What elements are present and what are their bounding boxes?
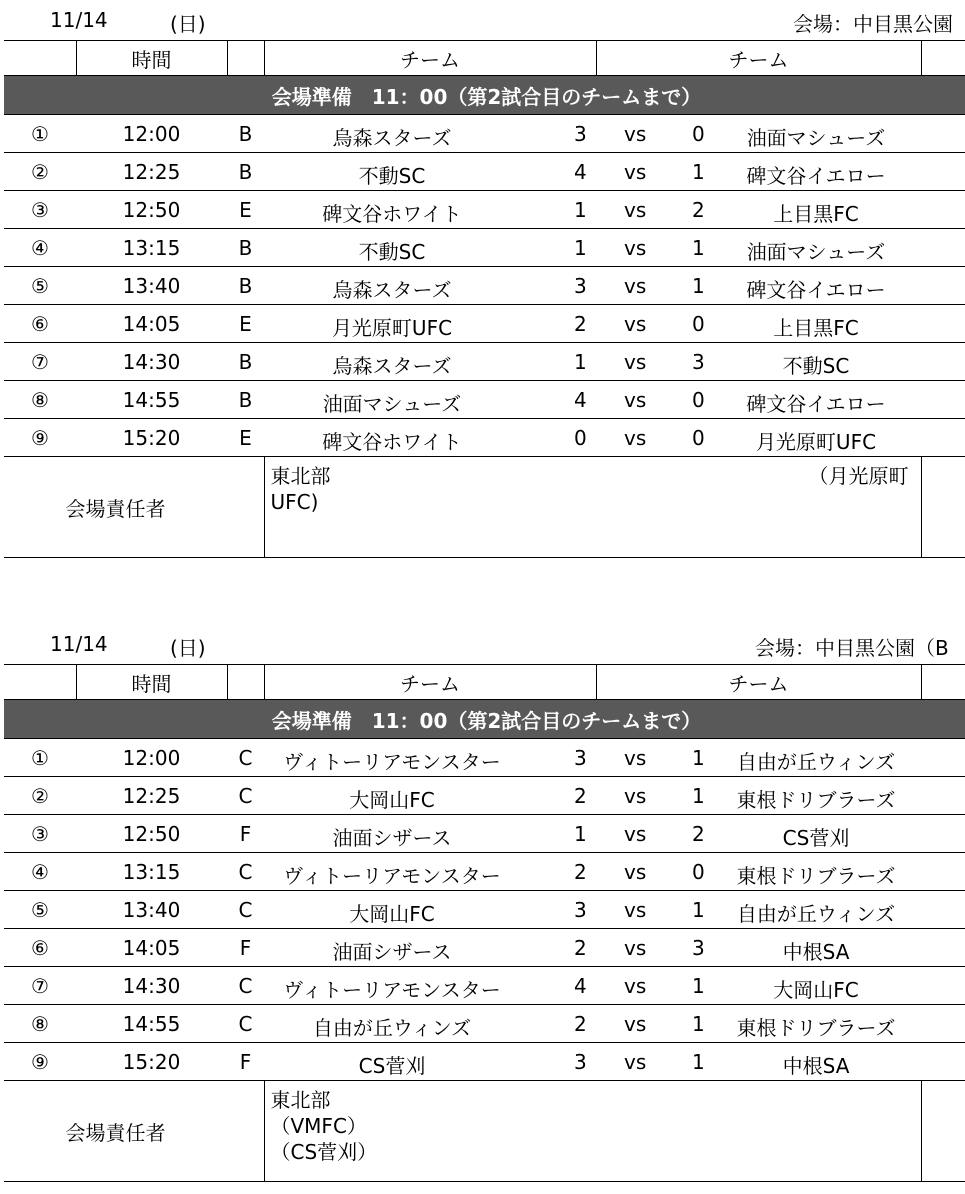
vs-label: vs [624, 122, 647, 146]
day-of-week: (日) [170, 12, 206, 36]
home-team: 油面シザース [332, 826, 452, 850]
home-team: 油面マシューズ [322, 392, 462, 416]
match-group: C [227, 739, 264, 777]
home-score: 1 [574, 236, 587, 260]
match-group: B [227, 267, 264, 305]
match-group: C [227, 1005, 264, 1043]
vs-label: vs [624, 974, 647, 998]
match-time: 12:25 [76, 777, 227, 815]
away-team: 大岡山FC [773, 978, 859, 1002]
match-time: 13:15 [76, 229, 227, 267]
home-score: 1 [574, 822, 587, 846]
vs-label: vs [624, 822, 647, 846]
match-row [4, 1043, 965, 1081]
away-score: 0 [692, 426, 705, 450]
away-team: CS菅刈 [782, 826, 850, 850]
prep-row [4, 76, 965, 115]
vs-label: vs [624, 784, 647, 808]
away-score: 1 [692, 898, 705, 922]
vs-label: vs [624, 1012, 647, 1036]
vs-label: vs [624, 860, 647, 884]
home-score: 0 [574, 426, 587, 450]
away-team: 上目黒FC [773, 202, 859, 226]
vs-label: vs [624, 898, 647, 922]
responsible-label: 会場責任者 [4, 457, 227, 558]
away-team: 碑文谷イエロー [746, 164, 886, 188]
responsible-line: UFC) [270, 490, 319, 514]
match-time: 15:20 [76, 419, 227, 457]
away-team: 上目黒FC [773, 316, 859, 340]
away-team: 月光原町UFC [755, 430, 877, 454]
away-score: 2 [692, 198, 705, 222]
away-score: 1 [692, 160, 705, 184]
away-team: 東根ドリブラーズ [736, 864, 896, 888]
match-group: C [227, 853, 264, 891]
home-score: 2 [574, 312, 587, 336]
match-time: 12:25 [76, 153, 227, 191]
match-number: ⑤ [4, 267, 76, 305]
away-score: 1 [692, 974, 705, 998]
match-group: B [227, 381, 264, 419]
header-team-2: チーム [596, 41, 921, 76]
match-time: 13:40 [76, 891, 227, 929]
home-team: 烏森スターズ [332, 126, 452, 150]
match-number: ⑦ [4, 343, 76, 381]
away-score: 2 [692, 822, 705, 846]
match-number: ④ [4, 229, 76, 267]
match-number: ① [4, 739, 76, 777]
home-team: ヴィトーリアモンスター [283, 864, 501, 888]
match-row [4, 853, 965, 891]
home-team: 月光原町UFC [331, 316, 453, 340]
match-date: 11/14 [50, 8, 108, 32]
match-group: E [227, 419, 264, 457]
home-score: 3 [574, 122, 587, 146]
away-team: 油面マシューズ [746, 126, 886, 150]
match-time: 14:30 [76, 967, 227, 1005]
match-number: ③ [4, 191, 76, 229]
vs-label: vs [624, 274, 647, 298]
venue-label: 会場：中目黒公園（B [755, 636, 949, 660]
home-score: 3 [574, 746, 587, 770]
responsible-line: 東北部 [270, 464, 331, 488]
match-time: 14:55 [76, 381, 227, 419]
match-group: B [227, 343, 264, 381]
home-score: 4 [574, 388, 587, 412]
home-score: 4 [574, 974, 587, 998]
away-score: 1 [692, 784, 705, 808]
match-time: 12:50 [76, 191, 227, 229]
vs-label: vs [624, 350, 647, 374]
home-team: 大岡山FC [349, 902, 435, 926]
away-score: 0 [692, 122, 705, 146]
match-group: B [227, 153, 264, 191]
date-line [0, 624, 965, 664]
away-team: 自由が丘ウィンズ [736, 902, 896, 926]
header-row [4, 665, 965, 700]
match-row [4, 419, 965, 457]
match-time: 13:15 [76, 853, 227, 891]
home-score: 2 [574, 1012, 587, 1036]
header-time: 時間 [76, 665, 227, 700]
vs-label: vs [624, 388, 647, 412]
match-row [4, 929, 965, 967]
home-team: ヴィトーリアモンスター [283, 978, 501, 1002]
away-team: 碑文谷イエロー [746, 392, 886, 416]
match-number: ④ [4, 853, 76, 891]
away-score: 3 [692, 936, 705, 960]
vs-label: vs [624, 1050, 647, 1074]
header-team-1: チーム [264, 41, 596, 76]
match-number: ⑥ [4, 929, 76, 967]
away-score: 3 [692, 350, 705, 374]
header-row [4, 41, 965, 76]
date-line [0, 0, 965, 40]
away-team: 中根SA [782, 940, 850, 964]
match-number: ⑨ [4, 1043, 76, 1081]
header-team-2: チーム [596, 665, 921, 700]
match-group: C [227, 967, 264, 1005]
responsible-label: 会場責任者 [4, 1081, 227, 1182]
home-score: 4 [574, 160, 587, 184]
venue-label: 会場：中目黒公園 [793, 12, 953, 36]
home-team: 碑文谷ホワイト [322, 430, 462, 454]
away-score: 1 [692, 1012, 705, 1036]
match-row [4, 381, 965, 419]
header-time: 時間 [76, 41, 227, 76]
away-score: 1 [692, 274, 705, 298]
home-team: CS菅刈 [358, 1054, 426, 1078]
match-number: ⑦ [4, 967, 76, 1005]
match-time: 13:40 [76, 267, 227, 305]
match-time: 12:00 [76, 739, 227, 777]
home-score: 2 [574, 784, 587, 808]
match-date: 11/14 [50, 632, 108, 656]
home-team: 不動SC [358, 164, 426, 188]
vs-label: vs [624, 312, 647, 336]
matches-body [4, 739, 965, 1081]
away-team: 碑文谷イエロー [746, 278, 886, 302]
match-group: F [227, 929, 264, 967]
away-score: 1 [692, 1050, 705, 1074]
away-score: 0 [692, 312, 705, 336]
matches-body [4, 115, 965, 457]
home-score: 1 [574, 350, 587, 374]
prep-row [4, 700, 965, 739]
responsible-line: 東北部 [270, 1088, 331, 1112]
vs-label: vs [624, 936, 647, 960]
home-score: 1 [574, 198, 587, 222]
match-number: ⑧ [4, 1005, 76, 1043]
match-group: F [227, 815, 264, 853]
home-score: 3 [574, 1050, 587, 1074]
match-row [4, 343, 965, 381]
day-of-week: (日) [170, 636, 206, 660]
responsible-line: （CS菅刈） [270, 1140, 378, 1164]
away-team: 油面マシューズ [746, 240, 886, 264]
home-team: 烏森スターズ [332, 278, 452, 302]
away-team: 東根ドリブラーズ [736, 1016, 896, 1040]
home-team: 油面シザース [332, 940, 452, 964]
home-team: 碑文谷ホワイト [322, 202, 462, 226]
match-row [4, 229, 965, 267]
match-row [4, 815, 965, 853]
match-row [4, 191, 965, 229]
vs-label: vs [624, 746, 647, 770]
home-score: 2 [574, 860, 587, 884]
match-row [4, 891, 965, 929]
match-time: 14:55 [76, 1005, 227, 1043]
match-number: ⑥ [4, 305, 76, 343]
home-team: 不動SC [358, 240, 426, 264]
header-team-1: チーム [264, 665, 596, 700]
match-group: B [227, 229, 264, 267]
match-row [4, 305, 965, 343]
responsible-row [4, 1081, 965, 1182]
home-score: 3 [574, 274, 587, 298]
home-team: 自由が丘ウィンズ [312, 1016, 472, 1040]
match-group: F [227, 1043, 264, 1081]
prep-note: 会場準備 11：00（第2試合目のチームまで） [4, 700, 965, 739]
match-row [4, 739, 965, 777]
responsible-line: （VMFC） [270, 1114, 367, 1138]
match-time: 14:05 [76, 929, 227, 967]
match-time: 14:05 [76, 305, 227, 343]
match-number: ⑧ [4, 381, 76, 419]
match-row [4, 1005, 965, 1043]
match-group: E [227, 305, 264, 343]
match-time: 12:50 [76, 815, 227, 853]
match-group: E [227, 191, 264, 229]
away-team: 東根ドリブラーズ [736, 788, 896, 812]
match-number: ① [4, 115, 76, 153]
away-team: 自由が丘ウィンズ [736, 750, 896, 774]
vs-label: vs [624, 198, 647, 222]
home-score: 3 [574, 898, 587, 922]
prep-note: 会場準備 11：00（第2試合目のチームまで） [4, 76, 965, 115]
away-team: 中根SA [782, 1054, 850, 1078]
vs-label: vs [624, 160, 647, 184]
away-score: 0 [692, 860, 705, 884]
match-group: C [227, 891, 264, 929]
home-score: 2 [574, 936, 587, 960]
match-group: C [227, 777, 264, 815]
match-group: B [227, 115, 264, 153]
match-number: ③ [4, 815, 76, 853]
schedule-table [4, 40, 965, 558]
match-number: ② [4, 777, 76, 815]
home-team: 大岡山FC [349, 788, 435, 812]
match-row [4, 115, 965, 153]
responsible-box [264, 1081, 921, 1182]
home-team: ヴィトーリアモンスター [283, 750, 501, 774]
home-team: 烏森スターズ [332, 354, 452, 378]
match-row [4, 777, 965, 815]
match-time: 15:20 [76, 1043, 227, 1081]
match-row [4, 967, 965, 1005]
responsible-row [4, 457, 965, 558]
match-time: 14:30 [76, 343, 227, 381]
match-time: 12:00 [76, 115, 227, 153]
match-number: ⑤ [4, 891, 76, 929]
away-score: 1 [692, 236, 705, 260]
match-number: ② [4, 153, 76, 191]
match-number: ⑨ [4, 419, 76, 457]
away-score: 0 [692, 388, 705, 412]
vs-label: vs [624, 426, 647, 450]
match-row [4, 153, 965, 191]
away-team: 不動SC [782, 354, 850, 378]
responsible-box [264, 457, 921, 558]
match-row [4, 267, 965, 305]
schedule-table [4, 664, 965, 1182]
away-score: 1 [692, 746, 705, 770]
responsible-team: （月光原町 [808, 464, 909, 488]
vs-label: vs [624, 236, 647, 260]
